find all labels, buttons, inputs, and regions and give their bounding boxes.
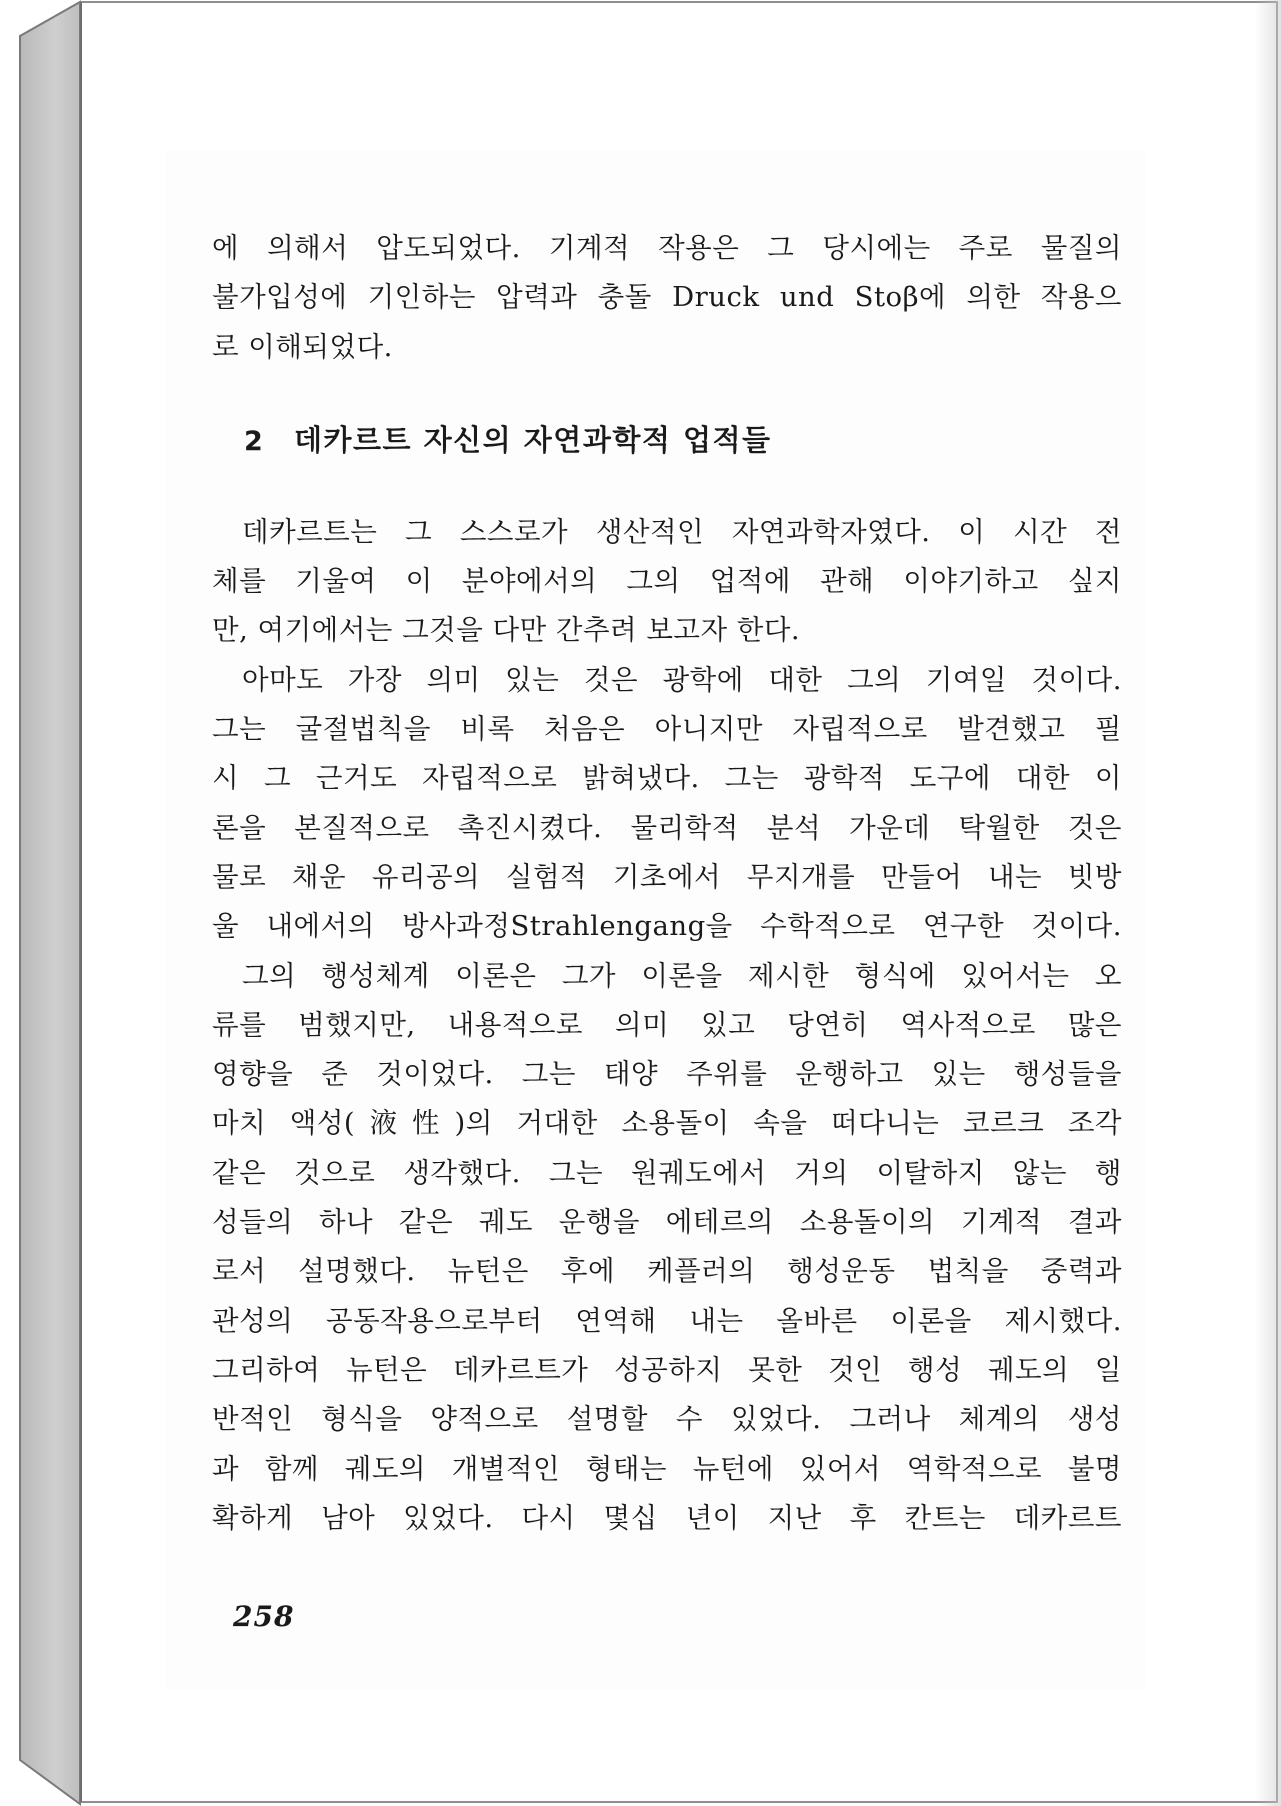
text-line: 울 내에서의 방사과정Strahlengang을 수학적으로 연구한 것이다. [212,910,1122,943]
text-line: 그리하여 뉴턴은 데카르트가 성공하지 못한 것인 행성 궤도의 일 [212,1353,1122,1386]
text-line: 같은 것으로 생각했다. 그는 원궤도에서 거의 이탈하지 않는 행 [212,1156,1122,1189]
text-line: 성들의 하나 같은 궤도 운행을 에테르의 소용돌이의 기계적 결과 [212,1206,1122,1239]
section-number: 2 [244,425,265,457]
text-line: 에 의해서 압도되었다. 기계적 작용은 그 당시에는 주로 물질의 [212,232,1122,264]
page-edge-shadow [1255,0,1281,1806]
text-line: 론을 본질적으로 촉진시켰다. 물리학적 분석 가운데 탁월한 것은 [212,811,1122,844]
top-paragraph [212,224,1122,372]
text-line: 반적인 형식을 양적으로 설명할 수 있었다. 그러나 체계의 생성 [212,1403,1122,1436]
text-line: 그는 굴절법칙을 비록 처음은 아니지만 자립적으로 발견했고 필 [212,713,1122,746]
text-line: 류를 범했지만, 내용적으로 의미 있고 당연히 역사적으로 많은 [212,1008,1122,1041]
text-line: 과 함께 궤도의 개별적인 형태는 뉴턴에 있어서 역학적으로 불명 [212,1452,1122,1485]
text-line: 로서 설명했다. 뉴턴은 후에 케플러의 행성운동 법칙을 중력과 [212,1255,1122,1288]
paragraph-3 [212,952,1122,1544]
paragraph-2 [212,656,1122,952]
text-line: 관성의 공동작용으로부터 연역해 내는 올바른 이론을 제시했다. [212,1304,1122,1337]
text-line: 데카르트는 그 스스로가 생산적인 자연과학자였다. 이 시간 전 [242,515,1122,548]
text-line: 로 이해되었다. [212,330,393,363]
text-line: 시 그 근거도 자립적으로 밝혀냈다. 그는 광학적 도구에 대한 이 [212,762,1122,795]
page-content [212,224,1122,1543]
text-line: 만, 여기에서는 그것을 다만 간추려 보고자 한다. [212,614,801,647]
paragraph-1 [212,508,1122,656]
section-title: 데카르트 자신의 자연과학적 업적들 [294,422,772,457]
text-line: 그의 행성체계 이론은 그가 이론을 제시한 형식에 있어서는 오 [242,959,1122,992]
text-line: 영향을 준 것이었다. 그는 태양 주위를 운행하고 있는 행성들을 [212,1058,1122,1091]
page-number: 258 [233,1600,295,1633]
text-line: 물로 채운 유리공의 실험적 기초에서 무지개를 만들어 내는 빗방 [212,860,1122,893]
text-line: 체를 기울여 이 분야에서의 그의 업적에 관해 이야기하고 싶지 [212,565,1122,598]
text-line: 마치 액성(液性)의 거대한 소용돌이 속을 떠다니는 코르크 조각 [212,1107,1122,1140]
text-line: 확하게 남아 있었다. 다시 몇십 년이 지난 후 칸트는 데카르트 [212,1501,1122,1534]
book-spine [0,0,90,1806]
text-line: 불가입성에 기인하는 압력과 충돌 Druck und Stoβ에 의한 작용으 [212,281,1122,314]
text-line: 아마도 가장 의미 있는 것은 광학에 대한 그의 기여일 것이다. [242,663,1122,696]
section-heading [212,416,1122,466]
